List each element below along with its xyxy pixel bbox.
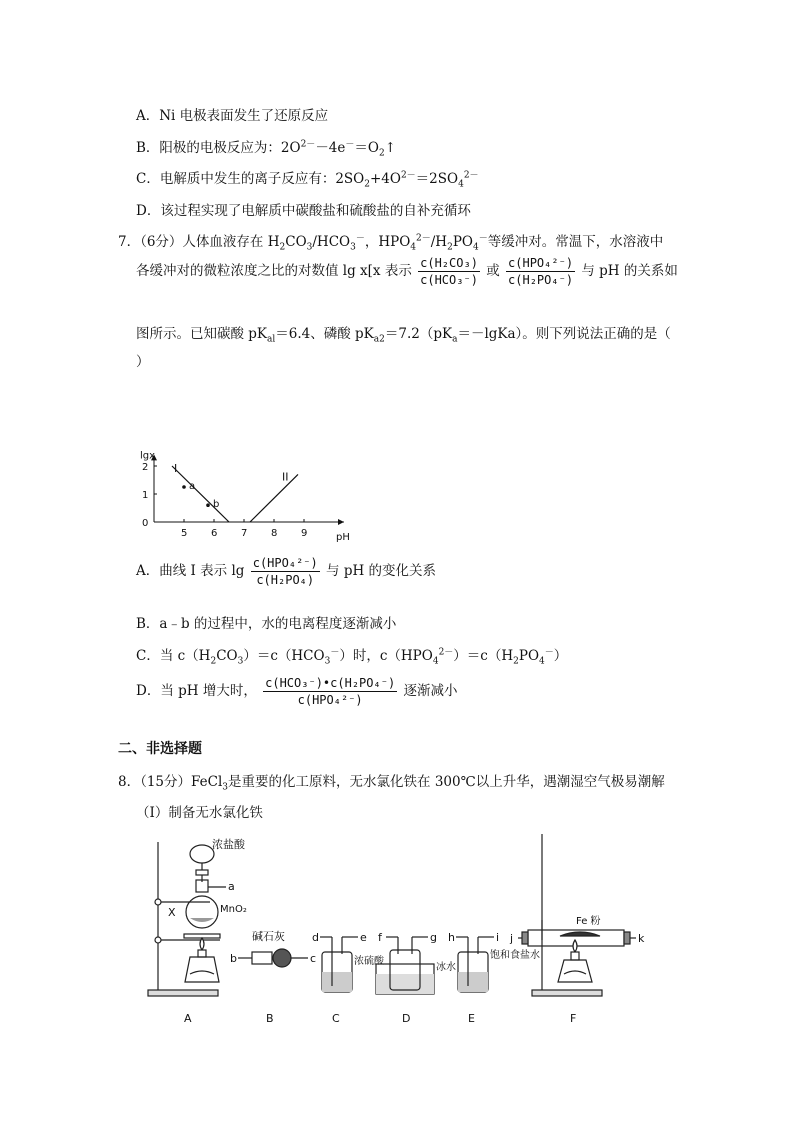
y-tick-label: 0: [142, 518, 149, 529]
fraction-phosphate: $\frac{\text{c(HPO₄²⁻)}}{\text{c(H₂PO₄⁻)}}$: [508, 256, 574, 287]
apparatus-c: [312, 931, 385, 1025]
x-tick-label: 9: [301, 528, 308, 539]
q7-option-d: D．当 pH 增大时， $\frac{\text{c(HCO₃⁻)•c(H₂PO₄⁻)}}{\text{c(HPO₄²⁻)}}$ 逐渐减小: [136, 676, 458, 707]
x-axis-label: pH: [336, 532, 350, 543]
q6-option-a: A．Ni 电极表面发生了还原反应: [136, 108, 329, 124]
lgx-ph-chart: [130, 376, 370, 546]
label-d: d: [312, 931, 319, 944]
q8-stem-line1: 8．（15分）FeCl$_3$是重要的化工原料，无水氯化铁在 300℃以上升华，遇潮湿空气极易潮解: [118, 774, 665, 793]
q6-option-d: D．该过程实现了电解质中碳酸盐和硫酸盐的自补充循环: [136, 203, 471, 219]
label-ice-water: 冰水: [436, 962, 456, 973]
point-b: [206, 503, 210, 507]
label-k: k: [638, 932, 645, 945]
section-heading: 二、非选择题: [118, 741, 202, 757]
apparatus-diagram: [140, 832, 660, 1032]
label-a: a: [228, 880, 235, 893]
q7-option-a: A．曲线 I 表示 lg $\frac{\text{c(HPO₄²⁻)}}{\text{c(H₂PO₄)}}$ 与 pH 的变化关系: [136, 556, 437, 587]
q7-option-c: C．当 $c(H_2CO_3)=c(HCO_3^-)$时，$c(HPO_4^{2-})=c(H_2PO_4^-)$: [136, 647, 568, 667]
fraction-option-a: $\frac{\text{c(HPO₄²⁻)}}{\text{c(H₂PO₄)}}$: [252, 556, 318, 587]
caption-b: B: [266, 1012, 274, 1025]
label-sat-nacl: 饱和食盐水: [490, 950, 540, 961]
label-mno2: MnO₂: [220, 904, 247, 915]
label-x: X: [168, 906, 176, 919]
apparatus-d: [376, 931, 456, 1025]
x-tick-label: 6: [211, 528, 218, 539]
caption-d: D: [402, 1012, 411, 1025]
fraction-carbonate: $\frac{\text{c(H₂CO₃)}}{\text{c(HCO₃⁻)}}$: [420, 256, 478, 287]
q6-option-b: B．阳极的电极反应为：$2O^{2-}-4e^-=O_2↑$: [136, 139, 397, 159]
caption-c: C: [332, 1012, 340, 1025]
apparatus-a: [148, 837, 247, 1025]
x-tick-label: 5: [181, 528, 188, 539]
x-tick-label: 7: [241, 528, 248, 539]
caption-f: F: [570, 1012, 577, 1025]
label-g: g: [430, 931, 437, 944]
label-j: j: [510, 932, 514, 945]
q6-option-c: C．电解质中发生的离子反应有：$2SO_2+4O^{2-}=2SO_4^{2-}$: [136, 170, 479, 190]
point-label-a: a: [189, 481, 196, 492]
y-axis-label: lgx: [140, 450, 156, 462]
series-line-i: [172, 466, 229, 522]
apparatus-e: [448, 931, 540, 1025]
x-axis-arrow: [338, 519, 344, 525]
series-label-i: I: [174, 462, 178, 475]
series-label-ii: II: [282, 470, 289, 484]
label-h: h: [448, 931, 455, 944]
caption-a: A: [184, 1012, 192, 1025]
label-fe-powder: Fe 粉: [576, 916, 601, 927]
q7-stem-line1: 7．（6分）人体血液存在 $H_2CO_3/HCO_3^-$，$HPO_4^{2-}/H_2PO_4^-$等缓冲对。常温下，水溶液中: [118, 233, 664, 253]
series-line-ii: [250, 474, 298, 522]
point-a: [182, 485, 186, 489]
label-f: f: [378, 931, 382, 944]
apparatus-f: [509, 834, 645, 1025]
label-i: i: [496, 931, 500, 944]
fraction-option-d: $\frac{\text{c(HCO₃⁻)•c(H₂PO₄⁻)}}{\text{c(HPO₄²⁻)}}$: [265, 676, 396, 707]
x-tick-label: 8: [271, 528, 278, 539]
q8-stem-line2: （I）制备无水氯化铁: [136, 805, 263, 821]
label-b: b: [230, 952, 237, 965]
label-e: e: [360, 931, 367, 944]
point-label-b: b: [213, 499, 220, 511]
q7-option-b: B．a﹣b 的过程中，水的电离程度逐渐减小: [136, 616, 397, 632]
q7-stem-line4: ）: [136, 354, 150, 370]
label-conc-hcl: 浓盐酸: [212, 838, 245, 851]
caption-e: E: [468, 1012, 475, 1025]
y-tick-label: 2: [142, 462, 149, 473]
q7-stem-line3: 图所示。已知碳酸 $pK_{al}=6.4$、磷酸 $pK_{a2}=7.2(pK_a=-lgKa)$。则下列说法正确的是（: [136, 326, 671, 345]
label-conc-h2so4: 浓硫酸: [354, 956, 384, 967]
q7-stem-line2: 各缓冲对的微粒浓度之比的对数值 lg x[x 表示 $\frac{\text{c(H₂CO₃)}}{\text{c(HCO₃⁻)}}$ 或 $\frac{\text{c(HPO₄²⁻)}}{\text{c(H₂PO₄⁻)}}$ 与 pH 的关系如: [136, 256, 678, 287]
label-soda-lime: 碱石灰: [252, 930, 285, 943]
label-c: c: [310, 952, 317, 965]
y-tick-label: 1: [142, 490, 149, 501]
apparatus-b: [230, 929, 316, 1025]
